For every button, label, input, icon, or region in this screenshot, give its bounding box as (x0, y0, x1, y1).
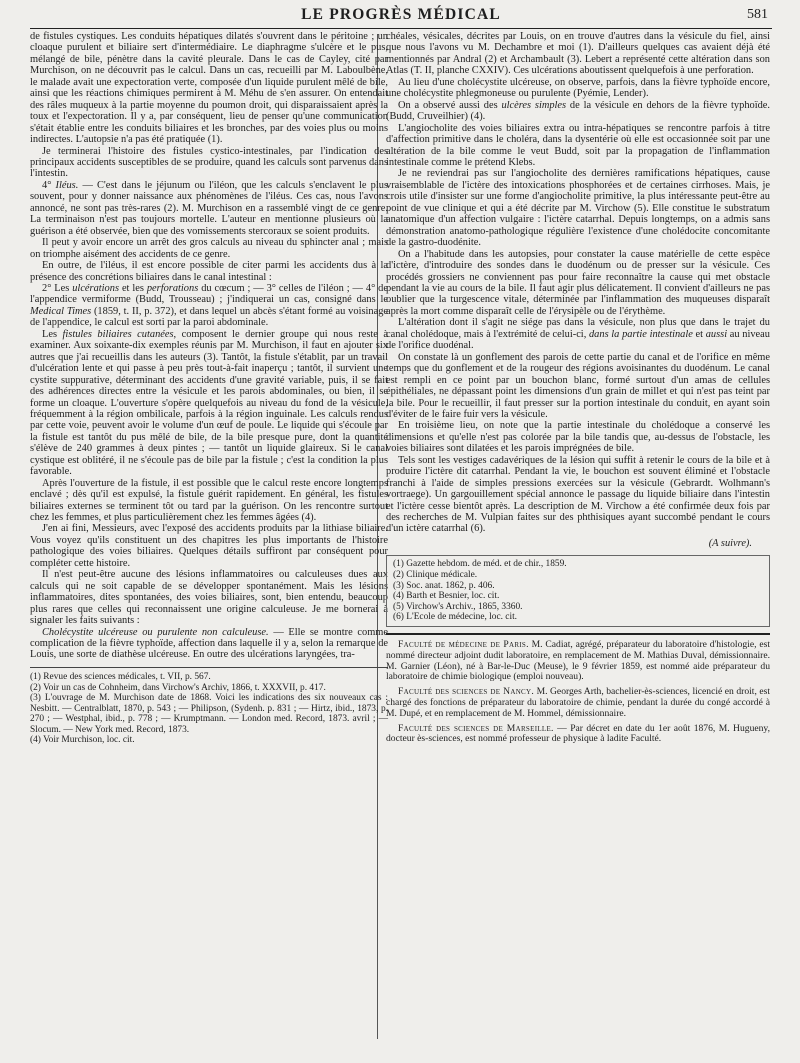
paragraph: Il peut y avoir encore un arrêt des gros calculs au niveau du sphincter anal ; mais on triomphe aisément des accidents de ce genre. (30, 237, 388, 260)
paragraph: Au lieu d'une cholécystite ulcéreuse, on observe, parfois, dans la fièvre typhoïde encore, une cholécystite phlegmoneuse ou purulente (Pyémie, Lender). (386, 76, 770, 100)
faculty-text: M. Cadiat, agrégé, préparateur du laboratoire d'histologie, est nommé directeur adjoint dudit laboratoire, en remplacement de M. Mathias Duval, démissionnaire. M. Garnier (Léon), né à Bar-le-Duc (Meuse), le 9 février 1859, est nommé aide préparateur du laboratoire de chimie biologique (emploi nouveau). (386, 638, 770, 683)
section-rule (386, 633, 770, 635)
italic-term: ulcères simples (501, 99, 567, 111)
italic-term: aussi (705, 328, 728, 340)
text-run: du cœcum ; — 3° celles de l'iléon ; — 4° de l'appendice vermiforme (Budd, Trousseau) ; j'indiquerai un cas, consigné dans le (30, 282, 388, 306)
text-run: de la vésicule en dehors de la fièvre typhoïde. (Budd, Cruveilhier) (4). (386, 99, 770, 123)
text-run: (1859, t. II, p. 372), et dans lequel un abcès s'étant formé au voisinage de l'appendice, le calcul est sorti par la paroi abdominale. (30, 305, 388, 329)
text-run: — Elle se montre comme complication de la fièvre typhoïde, affection dans laquelle il y a, selon la remarque de Louis, une sorte de diathèse ulcéreuse. En outre des ulcérations laryngées, tra- (30, 626, 388, 661)
paragraph-text: — C'est dans le jéjunum ou l'iléon, que les calculs s'enclavent le plus souvent, pour y donner naissance aux phénomènes de l'iléus. Ces cas, nous l'avons annoncé, ne sont pas très-rares (2). M. Murchison en a rassemblé vingt de ce genre. La terminaison n'est pas toujours mortelle. L'auteur en mentionne plusieurs où la guérison a été observée, bien que des vomissements stercoraux se soient produits. (30, 179, 388, 237)
paragraph: Tels sont les vestiges cadavériques de la lésion qui suffit à retenir le cours de la bile et à produire l'ictère dit catarrhal. Pendant la vie, le bouchon est souvent éliminé et l'obstacle franchi à l'aide de simples pressions exercées sur la vésicule (Gebrardt. Wolhmann's vortraege). Un gargouillement spécial annonce le passage du liquide biliaire dans l'intestin et l'ictère cesse bientôt après. La description de M. Virchow a été confirmée deux fois par des recherches de M. Vulpian faites sur des phthisiques ayant succombé pendant le cours d'un ictère catarrhal (6). (386, 454, 770, 535)
italic-term: fistules biliaires cutanées (62, 328, 174, 340)
text-run: 2° Les (42, 282, 73, 294)
enumeration: 4° (42, 179, 56, 191)
paragraph: chéales, vésicales, décrites par Louis, on en trouve d'autres dans la vésicule du fiel, ainsi que nous l'avons vu M. Dechambre et moi (1). D'ailleurs quelques cas avaient déjà été mentionnés par Andral (2) et Archambault (3). Lebert a représenté cette altération dans son Atlas (T. II, planche CXXIV). Ces ulcérations aboutissent quelquefois à une perforation. (386, 31, 770, 77)
journal-citation: Medical Times (30, 305, 92, 317)
text-run: L'altération dont il s'agit ne siége pas dans la vésicule, non plus que dans le trajet du canal cholédoque, mais à l'extrémité de celui-ci, (386, 317, 770, 340)
footnote: (2) Clinique médicale. (393, 569, 478, 580)
text-run: et les (119, 282, 147, 294)
paragraph-cholecystite (30, 627, 388, 661)
footnote: (1) Revue des sciences médicales, t. VII, p. 567. (30, 671, 211, 682)
to-be-continued-text: (A suivre). (708, 537, 752, 549)
header-rule (30, 28, 772, 29)
footnote: (5) Virchow's Archiv., 1865, 3360. (393, 601, 523, 612)
faculty-heading: Faculté des sciences de Nancy. (398, 686, 535, 698)
paragraph: Je ne reviendrai pas sur l'angiocholite des dernières ramifications hépatiques, cause vraisemblable de l'ictère des intoxications phosphorées et de certaines cirrhoses. Mais, je crois utile d'insister sur une forme d'angiocholite primitive, la plus intéressante peut-être au point de vue clinique et qui a été décrite par M. Virchow (5). Elle constitue le substratum anatomique d'un affection vulgaire : l'ictère catarrhal. Depuis longtemps, on a admis sans démonstration anatomo-pathologique régulière l'existence d'une cholédocite concomitante de la gastro-duodénite. (386, 168, 770, 249)
right-column (386, 31, 770, 749)
faculty-notice (386, 724, 770, 746)
footnote: (2) Voir un cas de Cohnheim, dans Virchow's Archiv, 1866, t. XXXVII, p. 417. (30, 682, 326, 693)
to-be-continued (386, 538, 752, 549)
footnote-box (386, 555, 770, 627)
footnote: (4) Voir Murchison, loc. cit. (30, 735, 135, 746)
footnote: (3) Soc. anat. 1862, p. 406. (393, 580, 495, 591)
page-number: 581 (747, 7, 768, 22)
faculty-text: — Par décret en date du 1er août 1876, M. Hugueny, docteur ès-sciences, est nommé professeur de physique à ladite Faculté. (386, 722, 770, 745)
text-run: au niveau de l'orifice duodénal. (386, 328, 770, 352)
paragraph-ulcerations (30, 283, 388, 329)
paragraph-fistules (30, 329, 388, 478)
left-column (30, 31, 388, 746)
footnote-rule (30, 667, 388, 668)
footnote: (1) Gazette hebdom. de méd. et de chir., 1859. (393, 559, 567, 570)
italic-term: ulcérations (72, 282, 119, 294)
italic-term: Cholécystite ulcéreuse ou purulente non calculeuse. (42, 626, 269, 638)
text-run: On a observé aussi des (398, 99, 502, 111)
paragraph: En outre, de l'iléus, il est encore possible de citer parmi les accidents dus à la présence des concrétions biliaires dans le canal intestinal : (30, 260, 388, 283)
paragraph-alteration (386, 317, 770, 351)
faculty-notice (386, 640, 770, 683)
footnote: (3) L'ouvrage de M. Murchison date de 1868. Voici les indications des six nouveaux cas : Nesbitt. — Centralblatt, 1870, p. 543 ; — Philipson, (Sydenh. p. 831 ; — Hirtz, ibid., 1873, p. 270 ; — Westphal, ibid., p. 778 ; — Krumptmann. — London med. Record, 1873. avril ; — Slocum. — New York med. Record, 1873. (30, 693, 388, 735)
paragraph: On constate là un gonflement des parois de cette partie du canal et de l'orifice en même temps que du gonflement et de la rougeur des régions avoisinantes du duodénum. Le canal est rempli en ce point par un bouchon blanc, formé surtout d'un amas de cellules épithéliales, ne dépassant point les dimensions d'un grain de millet et qui n'est pas teint par la bile. Pour le recueillir, il faut presser sur la portion intestinale du conduit, en ayant soin d'éviter de le faire fuir vers la vésicule. (386, 351, 770, 420)
text-run: Les (42, 328, 63, 340)
paragraph: On a l'habitude dans les autopsies, pour constater la cause matérielle de cette espèce d'ictère, d'introduire des sondes dans le duodénum ou de presser sur la vésicule. Ces procédés grossiers ne conviennent pas pour faire reconnaître la cause qui met obstacle pendant la vie au cours de la bile. Il faut agir plus délicatement. Il convient d'ailleurs ne pas oublier que la turgescence vitale, déterminée par l'inflammation des muqueuses disparaît après la mort comme disparaît celle de l'érysipèle ou de l'érythème. (386, 248, 770, 317)
paragraph: Je terminerai l'histoire des fistules cystico-intestinales, par l'indication des principaux accidents susceptibles de se produire, quand les calculs sont parvenus dans l'intestin. (30, 145, 388, 180)
paragraph: J'en ai fini, Messieurs, avec l'exposé des accidents produits par la lithiase biliaire. Vous voyez qu'ils constituent un des chapitres les plus importants de l'histoire pathologique des voies biliaires. Quelques détails suffiront par conséquent pour compléter cette histoire. (30, 523, 388, 569)
paragraph: En troisième lieu, on note que la partie intestinale du cholédoque a conservé les dimensions et qu'elle n'est pas colorée par la bile tandis que, au-dessus de l'obstacle, les voies biliaires sont dilatées et les parois imprégnées de bile. (386, 420, 770, 455)
paragraph-ileus (30, 180, 388, 237)
section-term: Iléus. (55, 179, 79, 191)
paragraph: Après l'ouverture de la fistule, il est possible que le calcul reste encore longtemps enclavé ; dès qu'il est expulsé, la fistule guérit rapidement. En général, les fistules biliaires externes se terminent tôt ou tard par la guérison. On les rencontre surtout chez les femmes, et plus particulièrement chez les femmes âgées (4). (30, 477, 388, 524)
paragraph: L'angiocholite des voies biliaires extra ou intra-hépatiques se rencontre parfois à titre d'affection primitive dans le choléra, dans la dysentérie où elle est occasionnée soit par une altération de la bile comme le veut Budd, soit par la propagation de l'inflammation intestinale comme le prétend Klebs. (386, 122, 770, 168)
footnote: (4) Barth et Besnier, loc. cit. (393, 591, 500, 602)
page-header (30, 6, 772, 26)
faculty-news (386, 640, 770, 745)
faculty-heading: Faculté de médecine de Paris. (398, 638, 529, 650)
paragraph: de fistules cystiques. Les conduits hépatiques dilatés s'ouvrent dans le péritoine ; un cloaque purulent et biliaire sert d'intermédiaire. Le diaphragme s'ulcère et le pus, mélangé de bile, pénètre dans la cavité pleurale. Dans le cas de Cayley, cité par Murchison, on ne découvrit pas le calcul. Dans un cas, recueilli par M. Laboulbène, le malade avait une expectoration verte, composée d'un liquide purulent mêlé de bile, ainsi que les réactions chimiques permirent à M. Méhu de s'en assurer. On entendait des râles muqueux à la partie moyenne du poumon droit, qui disparaissaient après la toux et l'expectoration. Il y a, par conséquent, lieu de penser qu'une communication s'était établie entre les conduits biliaires et les bronches, par des voies plus ou moins indirectes. L'autopsie n'a pas été pratiquée (1). (30, 31, 388, 146)
italic-term: dans la partie intestinale (588, 328, 693, 340)
paragraph: Il n'est peut-être aucune des lésions inflammatoires ou calculeuses dues aux calculs qui ne soit capable de se développer spontanément. Mais les lésions inflammatoires, dites spontanées, des voies biliaires, sont, bien entendu, beaucoup plus rares que celles qui reconnaissent une origine calculeuse. Je me bornerai à signaler les faits suivants : (30, 569, 388, 627)
footnote: (6) L'Ecole de médecine, loc. cit. (393, 612, 518, 623)
faculty-notice (386, 687, 770, 719)
paragraph-ulceres (386, 100, 770, 123)
faculty-text: M. Georges Arth, bachelier-ès-sciences, licencié en droit, est chargé des fonctions de préparateur du laboratoire de chimie, pendant la durée du congé accordé à M. Dupé, et en remplacement de M. Hommel, démissionnaire. (386, 686, 771, 719)
italic-term: perforations (146, 282, 199, 294)
text-run: , composent le dernier groupe qui nous reste à examiner. Aux soixante-dix exemples réunis par M. Murchison, il faut en ajouter six autres que j'ai recueillis dans les auteurs (3). Tantôt, la fistule s'établit, par un travail d'ulcération lente et qui passe à peu près tout-à-fait inaperçu ; tantôt, il survient une cystite suppurative, déterminant des accidents d'une gravité variable, puis, il se fait des adhérences directes entre la vésicule et les parois abdominales, ou bien, il se forme un cloaque. L'ouverture s'opère quelquefois au niveau du fond de la vésicule, fréquemment à la région ombilicale, parfois à la région inguinale. Les calculs rendus par cette voie, peuvent avoir le volume d'un œuf de poule. Le liquide qui s'écoule par la fistule est tantôt du pus mêlé de bile, de la bile presque pure, dont la quantité s'élève de 240 grammes à deux pintes ; — tantôt un liquide glaireux. Si le canal cystique est oblitéré, il ne s'écoule pas de bile par la fistule ; c'est la condition la plus favorable. (30, 328, 388, 478)
faculty-heading: Faculté des sciences de Marseille. (398, 722, 554, 734)
text-run: et (692, 328, 706, 340)
journal-title: LE PROGRÈS MÉDICAL (301, 6, 501, 23)
